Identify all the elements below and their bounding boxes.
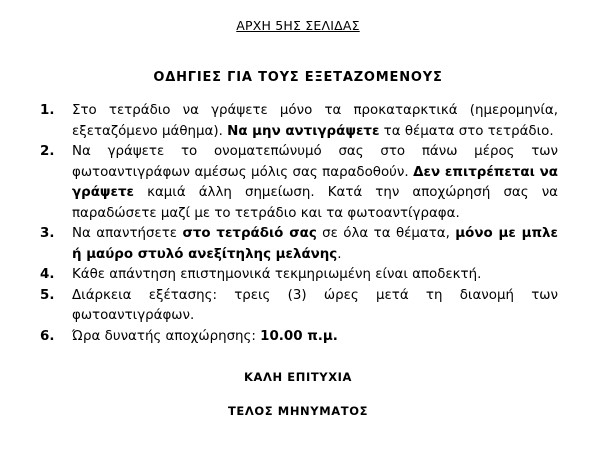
instruction-text [72, 286, 558, 327]
instruction-emphasis: Να μην αντιγράψετε [227, 123, 380, 139]
instruction-segment: σε όλα τα θέματα, [316, 226, 456, 241]
instruction-text [72, 224, 558, 265]
instruction-number: 5. [40, 287, 55, 303]
instruction-emphasis: στο τετράδιό σας [182, 226, 317, 241]
instruction-text [72, 265, 558, 286]
instruction-item [40, 327, 558, 348]
instruction-text [72, 142, 558, 224]
page-header-text: ΑΡΧΗ 5ΗΣ ΣΕΛΙΔΑΣ [236, 18, 360, 33]
instruction-item [40, 142, 558, 224]
instruction-number: 4. [40, 267, 55, 282]
instruction-number: 2. [40, 144, 55, 159]
instructions-list [40, 101, 558, 347]
instruction-item [40, 265, 558, 286]
instruction-number: 6. [40, 328, 55, 344]
good-luck-text: ΚΑΛΗ ΕΠΙΤΥΧΙΑ [243, 370, 353, 384]
instruction-segment: Στο τετράδιο να γράψετε μόνο τα προκαταρκτικά (ημερομηνία, εξεταζόμενο μάθημα). [72, 103, 558, 139]
instruction-segment: τα θέματα στο τετράδιο. [379, 123, 554, 139]
end-of-message-text: ΤΕΛΟΣ ΜΗΝΥΜΑΤΟΣ [227, 404, 369, 418]
instruction-item [40, 101, 558, 142]
instruction-segment: Να απαντήσετε [72, 226, 183, 241]
instruction-emphasis: μόνο με μπλε ή μαύρο στυλό ανεξίτηλης μελάνης [72, 226, 558, 262]
instruction-number: 1. [40, 103, 55, 118]
page-header [0, 18, 596, 33]
instruction-segment: . [337, 246, 342, 262]
instruction-emphasis: Δεν επιτρέπεται να γράψετε [72, 164, 558, 200]
instruction-item [40, 286, 558, 327]
instruction-segment: Να γράψετε το ονοματεπώνυμό σας στο πάνω μέρος των φωτοαντιγράφων αμέσως μόλις σας παραδοθούν. [72, 144, 558, 180]
instruction-segment: Κάθε απάντηση επιστημονικά τεκμηριωμένη είναι αποδεκτή. [72, 267, 482, 282]
instruction-segment: καμιά άλλη σημείωση. Κατά την αποχώρησή σας να παραδώσετε μαζί με το τετράδιο και τα φωτοαντίγραφα. [72, 185, 558, 221]
instruction-item [40, 224, 558, 265]
instruction-number: 3. [40, 226, 55, 241]
instruction-text [72, 327, 558, 348]
instruction-segment: Ώρα δυνατής αποχώρησης: [72, 328, 261, 344]
page-title: ΟΔΗΓΙΕΣ ΓΙΑ ΤΟΥΣ ΕΞΕΤΑΖΟΜΕΝΟΥΣ [153, 70, 443, 85]
instruction-segment: Διάρκεια εξέτασης: τρεις (3) ώρες μετά τη διανομή των φωτοαντιγράφων. [72, 287, 558, 323]
instruction-emphasis: 10.00 π.μ. [260, 328, 338, 344]
instruction-text [72, 101, 558, 142]
